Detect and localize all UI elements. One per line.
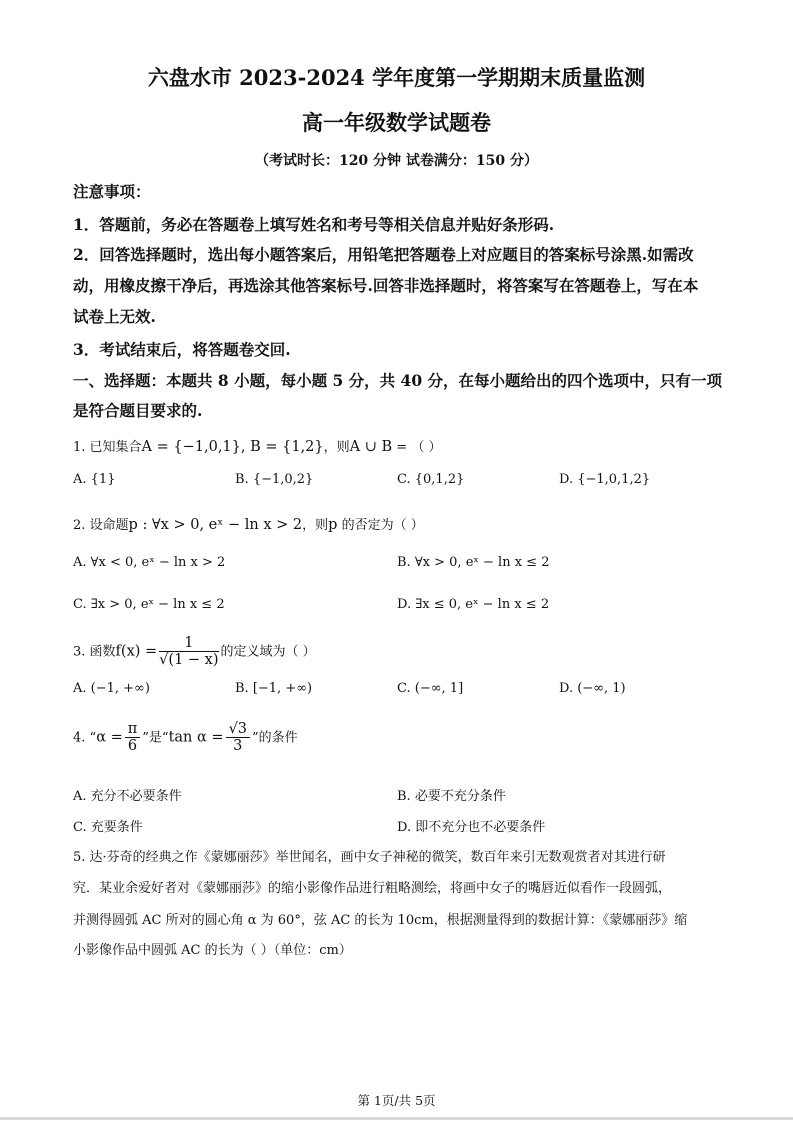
notice-item: 3．考试结束后，将答题卷交回. — [73, 340, 291, 359]
exam-subtitle: 高一年级数学试题卷 — [302, 110, 491, 135]
question-3 — [73, 636, 316, 668]
q2-option-b: B. ∀x > 0, eˣ − ln x ≤ 2 — [397, 555, 550, 570]
question-5-line: 并测得圆弧 AC 所对的圆心角 α 为 60°，弦 AC 的长为 10cm，根据测量得到的数据计算：《蒙娜丽莎》缩 — [73, 913, 688, 928]
q4-sqrt-fraction — [226, 722, 250, 754]
q4-tan: tan α = — [168, 729, 224, 746]
q2-math2: p — [328, 517, 338, 533]
question-5-line: 究．某业余爱好者对《蒙娜丽莎》的缩小影像作品进行粗略测绘，将画中女子的嘴唇近似看作一段圆弧， — [73, 881, 672, 896]
q3-option-b: B. [−1, +∞) — [235, 681, 313, 696]
question-5-line: 5. 达·芬奇的经典之作《蒙娜丽莎》举世闻名，画中女子神秘的微笑，数百年来引无数观赏者对其进行研 — [73, 850, 666, 865]
q2-suffix: 的否定为（ ） — [337, 518, 424, 533]
q1-suffix: = （ ） — [392, 440, 442, 455]
q4-option-b: B. 必要不充分条件 — [397, 789, 506, 804]
notice-item: 试卷上无效. — [73, 307, 156, 326]
q4-alpha: α = — [96, 729, 123, 746]
notice-item: 1．答题前，务必在答题卷上填写姓名和考号等相关信息并贴好条形码. — [73, 215, 555, 234]
q3-denominator: √(1 − x) — [159, 652, 219, 668]
q4-six: 6 — [127, 738, 138, 754]
q2-mid: ，则 — [302, 518, 329, 533]
q2-prefix: 2. 设命题 — [73, 518, 129, 533]
q2-math: p : ∀x > 0, eˣ − ln x > 2 — [128, 517, 303, 533]
q3-numerator: 1 — [159, 636, 218, 652]
q3-suffix: 的定义域为（ ） — [220, 644, 316, 660]
exam-title: 六盘水市 2023-2024 学年度第一学期期末质量监测 — [147, 65, 646, 90]
q2-option-c: C. ∃x > 0, eˣ − ln x ≤ 2 — [73, 597, 225, 612]
q2-option-d: D. ∃x ≤ 0, eˣ − ln x ≤ 2 — [397, 597, 550, 612]
q1-math2: A ∪ B — [349, 439, 393, 455]
exam-info: （考试时长：120 分钟 试卷满分：150 分） — [254, 153, 539, 169]
q4-sqrt3: √3 — [226, 722, 250, 738]
notice-heading: 注意事项： — [73, 182, 151, 201]
q3-fraction — [159, 636, 218, 668]
q1-mid: ，则 — [323, 440, 350, 455]
notice-item: 2．回答选择题时，选出每小题答案后，用铅笔把答题卷上对应题目的答案标号涂黑.如需改 — [73, 245, 694, 264]
page-number: 第 1页/共 5页 — [357, 1093, 436, 1108]
q4-mid: ”是“ — [142, 730, 169, 746]
q4-option-c: C. 充要条件 — [73, 820, 143, 835]
q4-pi-fraction — [125, 722, 141, 754]
q1-option-d: D. {−1,0,1,2} — [559, 472, 651, 487]
q3-option-a: A. (−1, +∞) — [73, 681, 150, 696]
q1-option-a: A. {1} — [73, 472, 116, 487]
notice-item: 动，用橡皮擦干净后，再选涂其他答案标号.回答非选择题时，将答案写在答题卷上，写在本 — [73, 276, 699, 295]
q4-option-a: A. 充分不必要条件 — [73, 789, 182, 804]
question-5-line: 小影像作品中圆弧 AC 的长为（ ）（单位：cm） — [73, 943, 352, 958]
q4-suffix: ”的条件 — [252, 730, 298, 746]
q3-func: f(x) = — [115, 643, 158, 660]
q4-prefix: 4. “ — [73, 730, 97, 746]
q1-prefix: 1. 已知集合 — [73, 440, 142, 455]
q1-option-c: C. {0,1,2} — [397, 472, 465, 487]
q4-option-d: D. 即不充分也不必要条件 — [397, 820, 546, 835]
q2-option-a: A. ∀x < 0, eˣ − ln x > 2 — [73, 555, 226, 570]
q4-pi: π — [125, 722, 141, 738]
q4-three: 3 — [233, 738, 243, 754]
question-1 — [73, 436, 441, 455]
q3-prefix: 3. 函数 — [73, 644, 116, 660]
question-2 — [73, 514, 424, 533]
q3-option-c: C. (−∞, 1] — [397, 681, 464, 696]
q3-option-d: D. (−∞, 1) — [559, 681, 626, 696]
q1-option-b: B. {−1,0,2} — [235, 472, 314, 487]
section-heading: 一、选择题：本题共 8 小题，每小题 5 分，共 40 分，在每小题给出的四个选项中，只有一项 — [73, 371, 723, 390]
q1-math: A = {−1,0,1}, B = {1,2} — [141, 439, 324, 455]
section-heading-cont: 是符合题目要求的. — [73, 401, 203, 420]
bottom-divider — [0, 1117, 793, 1120]
question-4 — [73, 722, 298, 754]
